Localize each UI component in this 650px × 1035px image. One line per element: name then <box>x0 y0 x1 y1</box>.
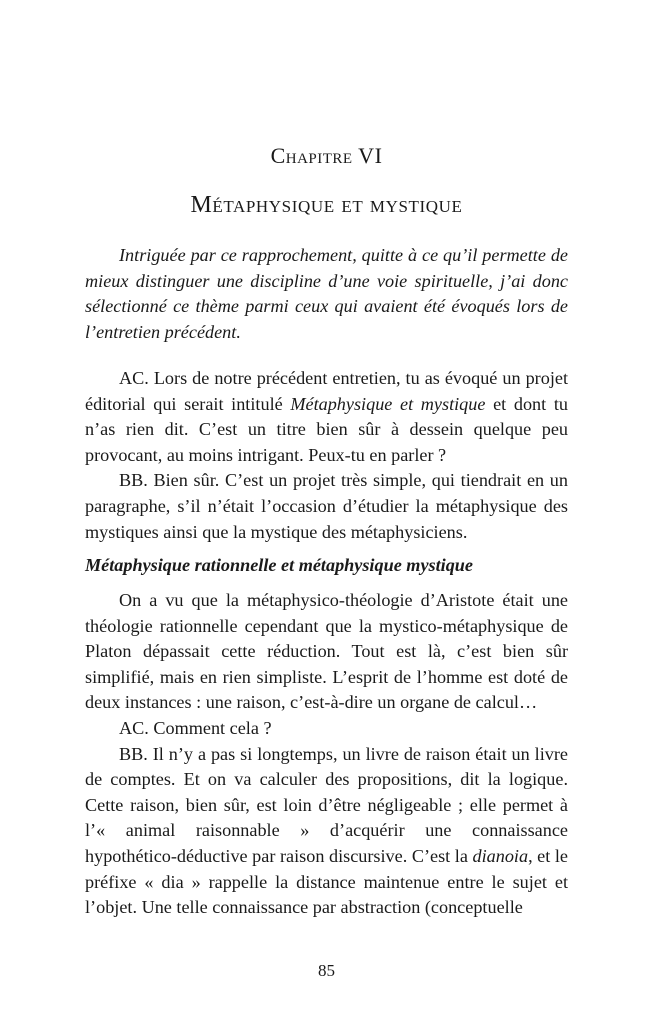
dialogue-text: et dont tu n’as rien dit. C’est un titre bien sûr à dessein quelque peu provocant, au moins intrigant. Peux-tu en parler ? <box>85 393 568 465</box>
greek-term-italic: dianoia <box>472 845 529 866</box>
book-title-italic: Métaphysique et mystique <box>290 393 486 414</box>
section-paragraph: On a vu que la métaphysico-théologie d’Aristote était une théologie rationnelle cependant que la mystico-métaphysique de Platon dépassait cette réduction. Tout est là, c’est bien sûr simplifié, mais en rien simpliste. L’esprit de l’homme est doté de deux instances : une raison, c’est-à-dire un organe de calcul… <box>85 590 568 713</box>
chapter-label: Chapitre VI <box>270 143 383 168</box>
dialogue-paragraph-bb: BB. Bien sûr. C’est un projet très simple, qui tiendrait en un paragraphe, s’il n’était l’occasion d’étudier la métaphysique des mystiques ainsi que la mystique des métaphysiciens. <box>85 470 568 542</box>
dialogue-block <box>85 366 568 545</box>
book-page <box>85 0 568 1035</box>
section-text: , et le préfixe « dia » rappelle la distance maintenue entre le sujet et l’objet. Une telle connaissance par abstraction (conceptuelle <box>85 845 568 918</box>
section-text: BB. Il n’y a pas si longtemps, un livre de raison était un livre de comptes. Et on va calculer des propositions, dit la logique. Cette raison, bien sûr, est loin d’être négligeable ; elle permet à l’« animal raisonnable » d’acquérir une connaissance hypothético-déductive par raison discursive. C’est la <box>85 743 568 866</box>
page-number: 85 <box>318 961 335 980</box>
section-heading: Métaphysique rationnelle et métaphysique mystique <box>85 555 473 575</box>
section-paragraph <box>85 742 568 921</box>
chapter-introduction <box>85 243 568 345</box>
intro-paragraph: Intriguée par ce rapprochement, quitte à ce qu’il permette de mieux distinguer une discipline d’une voie spirituelle, j’ai donc sélectionné ce thème parmi ceux qui avaient été évoqués lors de l’entretien précédent. <box>85 245 568 342</box>
section-paragraph: AC. Comment cela ? <box>119 717 272 738</box>
dialogue-paragraph-ac <box>85 366 568 468</box>
chapter-title: Métaphysique et mystique <box>190 192 463 218</box>
section-body <box>85 588 568 921</box>
dialogue-text: AC. Lors de notre précédent entretien, tu as évoqué un projet éditorial qui serait intitulé <box>85 368 568 414</box>
